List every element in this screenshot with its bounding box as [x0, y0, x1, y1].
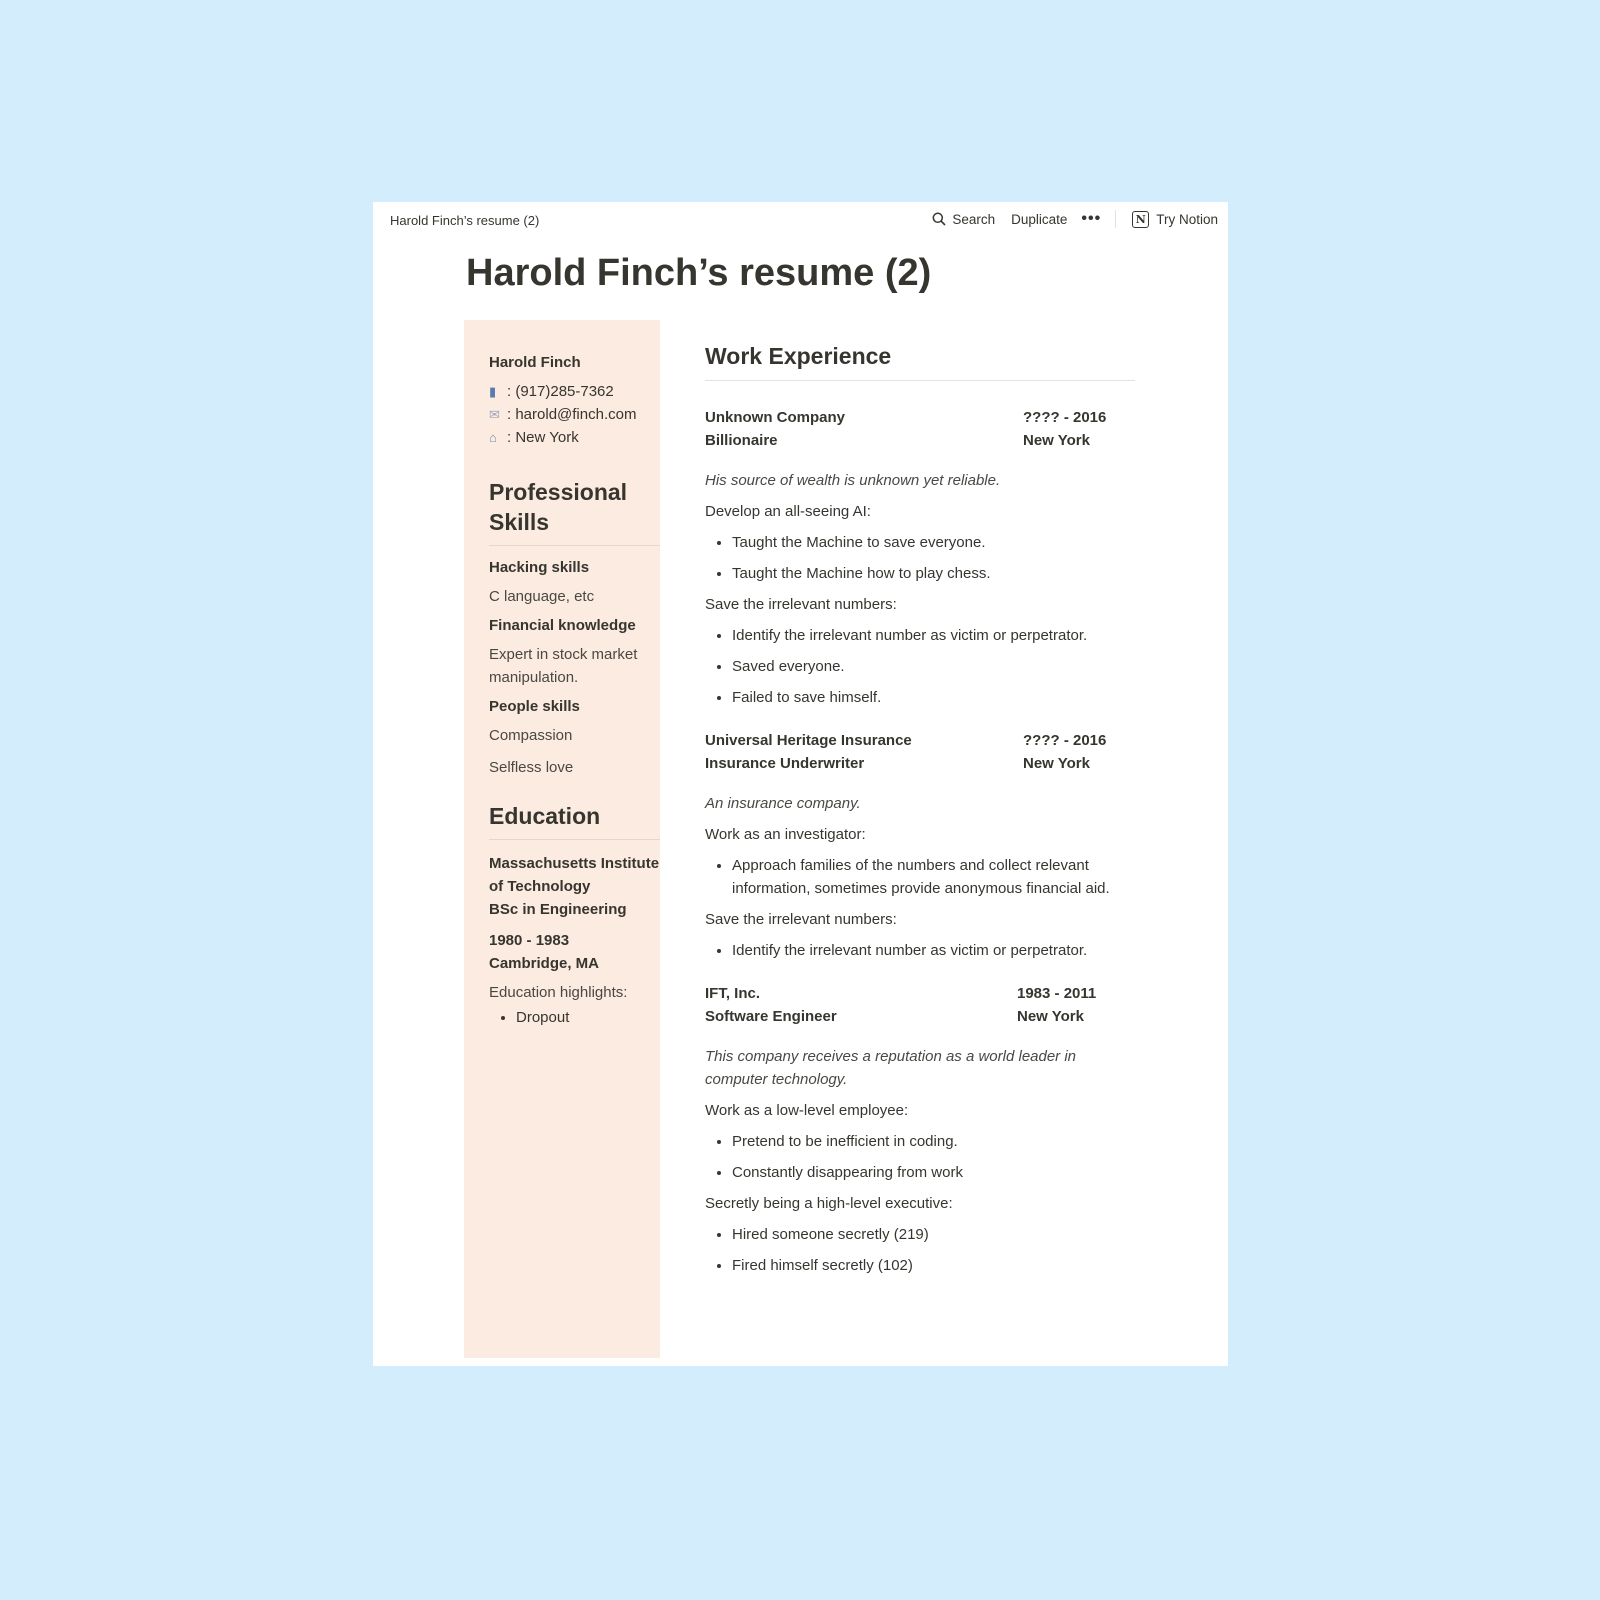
job-years: ???? - 2016 — [1023, 732, 1107, 749]
location-text: : New York — [507, 429, 579, 446]
contact-email — [489, 403, 660, 426]
job-entry — [705, 982, 1135, 1277]
skill-title: People skills — [489, 698, 580, 715]
job-company: IFT, Inc. — [705, 985, 761, 1002]
job-section-label: Secretly being a high-level executive: — [705, 1195, 953, 1212]
list-item: • Saved everyone. — [732, 655, 1135, 678]
contact-phone — [489, 380, 660, 403]
job-header — [705, 729, 1135, 775]
education-place: Cambridge, MA — [489, 955, 600, 972]
list-item: • Taught the Machine to save everyone. — [732, 531, 1135, 554]
list-item: • Identify the irrelevant number as victim or perpetrator. — [732, 939, 1135, 962]
job-section-label: Save the irrelevant numbers: — [705, 911, 897, 928]
work-experience-heading: Work Experience — [705, 343, 1135, 381]
job-meta — [1017, 982, 1135, 1028]
job-description: This company receives a reputation as a world leader in computer technology. — [705, 1048, 1077, 1088]
job-section-label: Develop an all-seeing AI: — [705, 503, 871, 520]
job-description: His source of wealth is unknown yet reliable. — [705, 472, 1001, 489]
job-bullet-list — [705, 624, 1135, 709]
job-bullet-list — [705, 531, 1135, 585]
job-company: Universal Heritage Insurance — [705, 732, 912, 749]
list-item: • Dropout — [516, 1009, 660, 1026]
breadcrumb[interactable]: Harold Finch’s resume (2) — [390, 213, 540, 228]
job-meta — [1023, 729, 1135, 775]
job-bullet-list — [705, 854, 1135, 900]
education-heading: Education — [489, 801, 660, 840]
job-section-label: Save the irrelevant numbers: — [705, 596, 897, 613]
education-dates-block — [489, 929, 660, 975]
divider — [1115, 210, 1116, 228]
job-role: Billionaire — [705, 432, 778, 449]
job-company-role — [705, 406, 845, 452]
contact-location — [489, 426, 660, 449]
skill-title: Hacking skills — [489, 559, 590, 576]
resume-sidebar — [464, 320, 660, 1358]
education-highlights-list — [489, 1009, 660, 1026]
job-role: Software Engineer — [705, 1008, 837, 1025]
email-text: : harold@finch.com — [507, 406, 637, 423]
try-notion-button[interactable] — [1132, 211, 1218, 228]
list-item: • Identify the irrelevant number as victim or perpetrator. — [732, 624, 1135, 647]
candidate-name: Harold Finch — [489, 354, 581, 371]
notion-logo-icon: N — [1132, 211, 1149, 228]
list-item: • Failed to save himself. — [732, 686, 1135, 709]
skill-desc: Expert in stock market manipulation. — [489, 646, 638, 686]
work-experience-section — [705, 343, 1135, 1277]
notion-page-window — [373, 202, 1228, 1366]
job-section-label: Work as an investigator: — [705, 826, 866, 843]
skill-title: Financial knowledge — [489, 617, 636, 634]
page-title[interactable]: Harold Finch’s resume (2) — [466, 252, 932, 294]
envelope-icon: ✉ — [489, 407, 500, 422]
skill-desc: Compassion — [489, 727, 573, 744]
job-bullet-list — [705, 1223, 1135, 1277]
job-section-label: Work as a low-level employee: — [705, 1102, 909, 1119]
job-location: New York — [1023, 755, 1090, 772]
list-item: • Taught the Machine how to play chess. — [732, 562, 1135, 585]
education-degree: BSc in Engineering — [489, 901, 627, 918]
building-icon: ⌂ — [489, 430, 497, 445]
skill-desc: Selfless love — [489, 759, 574, 776]
job-entry — [705, 729, 1135, 962]
job-company: Unknown Company — [705, 409, 846, 426]
try-notion-label: Try Notion — [1156, 211, 1218, 227]
phone-text: : (917)285-7362 — [507, 383, 614, 400]
education-school-block — [489, 852, 660, 921]
search-label: Search — [952, 211, 996, 227]
education-years: 1980 - 1983 — [489, 932, 570, 949]
list-item: • Constantly disappearing from work — [732, 1161, 1135, 1184]
list-item: • Fired himself secretly (102) — [732, 1254, 1135, 1277]
job-company-role — [705, 982, 837, 1028]
education-school: Massachusetts Institute of Technology — [489, 855, 660, 895]
more-options-icon[interactable]: ••• — [1081, 210, 1102, 227]
duplicate-label: Duplicate — [1011, 211, 1068, 227]
job-role: Insurance Underwriter — [705, 755, 865, 772]
job-location: New York — [1023, 432, 1090, 449]
job-header — [705, 982, 1135, 1028]
list-item: • Approach families of the numbers and collect relevant information, sometimes provide anonymous financial aid. — [732, 854, 1135, 900]
job-entry — [705, 406, 1135, 709]
skills-heading: Professional Skills — [489, 477, 660, 546]
top-actions — [916, 210, 1218, 228]
job-bullet-list — [705, 1130, 1135, 1184]
job-years: ???? - 2016 — [1023, 409, 1107, 426]
search-icon — [932, 212, 946, 226]
job-location: New York — [1017, 1008, 1084, 1025]
search-button[interactable] — [932, 212, 995, 227]
job-bullet-list — [705, 939, 1135, 962]
job-company-role — [705, 729, 912, 775]
job-years: 1983 - 2011 — [1017, 985, 1097, 1002]
list-item: • Hired someone secretly (219) — [732, 1223, 1135, 1246]
top-bar — [373, 202, 1228, 240]
list-item: • Pretend to be inefficient in coding. — [732, 1130, 1135, 1153]
education-highlights-label: Education highlights: — [489, 984, 628, 1001]
phone-icon: ▮ — [489, 384, 497, 399]
skill-desc: C language, etc — [489, 588, 595, 605]
job-description: An insurance company. — [705, 795, 861, 812]
job-meta — [1023, 406, 1135, 452]
job-header — [705, 406, 1135, 452]
duplicate-button[interactable] — [1011, 212, 1067, 227]
